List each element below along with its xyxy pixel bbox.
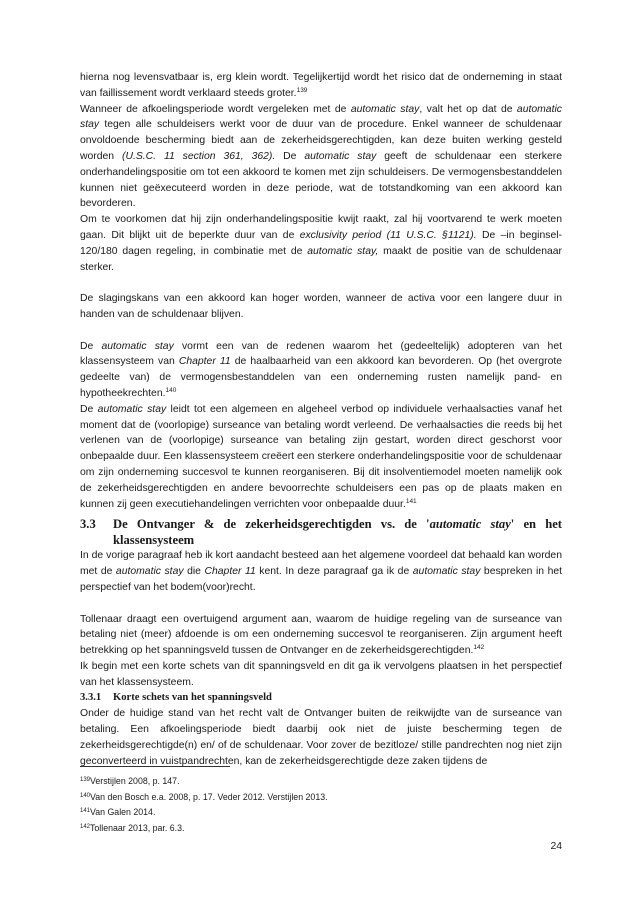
footnote-140: $^{140}$Van den Bosch e.a. 2008, p. 17. Veder 2012. Verstijlen 2013. <box>80 791 328 802</box>
page-body <box>80 70 562 769</box>
paragraph-3: Om te voorkomen dat hij zijn onderhandelingspositie kwijt raakt, zal hij voortvarend te werk moeten gaan. Dit blijkt uit de beperkte duur van de exclusivity period (11 U.S.C. §1121). De –in beginsel- 120/180 dagen regeling, in combinatie met de automatic stay, maakt de positie van de schuldenaar sterker. <box>80 214 563 273</box>
footnote-141: $^{141}$Van Galen 2014. <box>80 807 156 818</box>
paragraph-5: De automatic stay vormt een van de redenen waarom het (gedeeltelijk) adopteren van het klassensysteem van Chapter 11 de haalbaarheid van een akkoord kan bevorderen. Op (het overgrote gedeelte van) de vermogensbestanddelen van een onderneming rusten namelijk pand- en hypotheekrechten.$^{140}$ <box>80 340 563 399</box>
footnote-ref-142[interactable]: 142 <box>473 644 485 652</box>
spacer <box>80 275 562 291</box>
page-number: 24 <box>550 841 562 852</box>
footnote-ref-140[interactable]: 140 <box>165 386 177 394</box>
spacer <box>80 596 562 612</box>
footnote-139: $^{139}$Verstijlen 2008, p. 147. <box>80 776 180 786</box>
paragraph-10: Onder de huidige stand van het recht valt de Ontvanger buiten de reikwijdte van de surseance van betaling. Een afkoelingsperiode biedt daarbij ook niet de juiste bescherming tegen de zekerheidsgerechtigde(n) en/ of de schuldenaar. Voor zover de bezitloze/ stille pandrechten nog niet zijn geconverteerd in vuistpandrechten, kan de zekerheidsgerechtigde deze zaken tijdens de <box>80 708 562 767</box>
section-title: De Ontvanger & de zekerheidsgerechtigden vs. de 'automatic stay' en het klassensysteem <box>113 517 562 548</box>
footnote-142: $^{142}$Tollenaar 2013, par. 6.3. <box>80 822 185 833</box>
footnote-ref-139[interactable]: 139 <box>296 86 308 94</box>
footnote-separator <box>80 766 230 767</box>
subsection-heading-3-3-1 <box>80 690 562 706</box>
footnotes <box>80 766 562 836</box>
spacer <box>80 323 562 339</box>
section-heading-3-3 <box>80 516 562 548</box>
paragraph-1: hierna nog levensvatbaar is, erg klein wordt. Tegelijkertijd wordt het risico dat de onderneming in staat van faillissement wordt verklaard steeds groter.$^{139}$ <box>80 72 562 99</box>
section-number: 3.3 <box>80 517 96 532</box>
footnote-ref-141[interactable]: 141 <box>405 497 417 505</box>
subsection-number: 3.3.1 <box>80 692 102 704</box>
paragraph-2: Wanneer de afkoelingsperiode wordt vergeleken met de automatic stay, valt het op dat de automatic stay tegen alle schuldeisers werkt voor de duur van de procedure. Enkel wanneer de schuldenaar onvoldoende bescherming biedt aan de zekerheidsgerechtigden, kan deze buiten werking gesteld worden (U.S.C. 11 section 361, 362). De automatic stay geeft de schuldenaar een sterkere onderhandelingspositie om tot een akkoord te komen met zijn schuldeisers. De vermogensbestanddelen kunnen niet geëxecuteerd worden in deze periode, wat de totstandkoming van een akkoord kan bevorderen. <box>80 103 562 210</box>
paragraph-4: De slagingskans van een akkoord kan hoger worden, wanneer de activa voor een langere duur in handen van de schuldenaar blijven. <box>80 293 562 320</box>
paragraph-6: De automatic stay leidt tot een algemeen en algeheel verbod op individuele verhaalsacties vanaf het moment dat de (voorlopige) surseance van betaling wordt verleend. De verhaalsacties die reeds bij het verlenen van de (voorlopige) surseance van betaling zijn gestart, worden direct geschorst voor onbepaalde duur. Een klassensysteem creëert een sterkere onderhandelingspositie voor de schuldenaar om zijn onderneming succesvol te kunnen reorganiseren. Bij dit insolventiemodel moeten namelijk ook de zekerheidsgerechtigden en andere bevoorrechte schuldeisers een pas op de plaats maken en kunnen zij geen executiehandelingen verrichten voor onbepaalde duur.$^{141}$ <box>80 403 562 510</box>
paragraph-7: In de vorige paragraaf heb ik kort aandacht besteed aan het algemene voordeel dat behaald kan worden met de automatic stay die Chapter 11 kent. In deze paragraaf ga ik de automatic stay bespreken in het perspectief van het bodem(voor)recht. <box>80 550 563 593</box>
paragraph-8: Tollenaar draagt een overtuigend argument aan, waarom de huidige regeling van de surseance van betaling niet (meer) afdoende is om een onderneming succesvol te reorganiseren. Zijn argument heeft betrekking op het spanningsveld tussen de Ontvanger en de zekerheidsgerechtigden.$^{142}$ <box>80 613 562 657</box>
paragraph-9: Ik begin met een korte schets van dit spanningsveld en dit ga ik vervolgens plaatsen in het perspectief van het klassensysteem. <box>80 660 562 688</box>
subsection-title: Korte schets van het spanningsveld <box>113 692 272 704</box>
